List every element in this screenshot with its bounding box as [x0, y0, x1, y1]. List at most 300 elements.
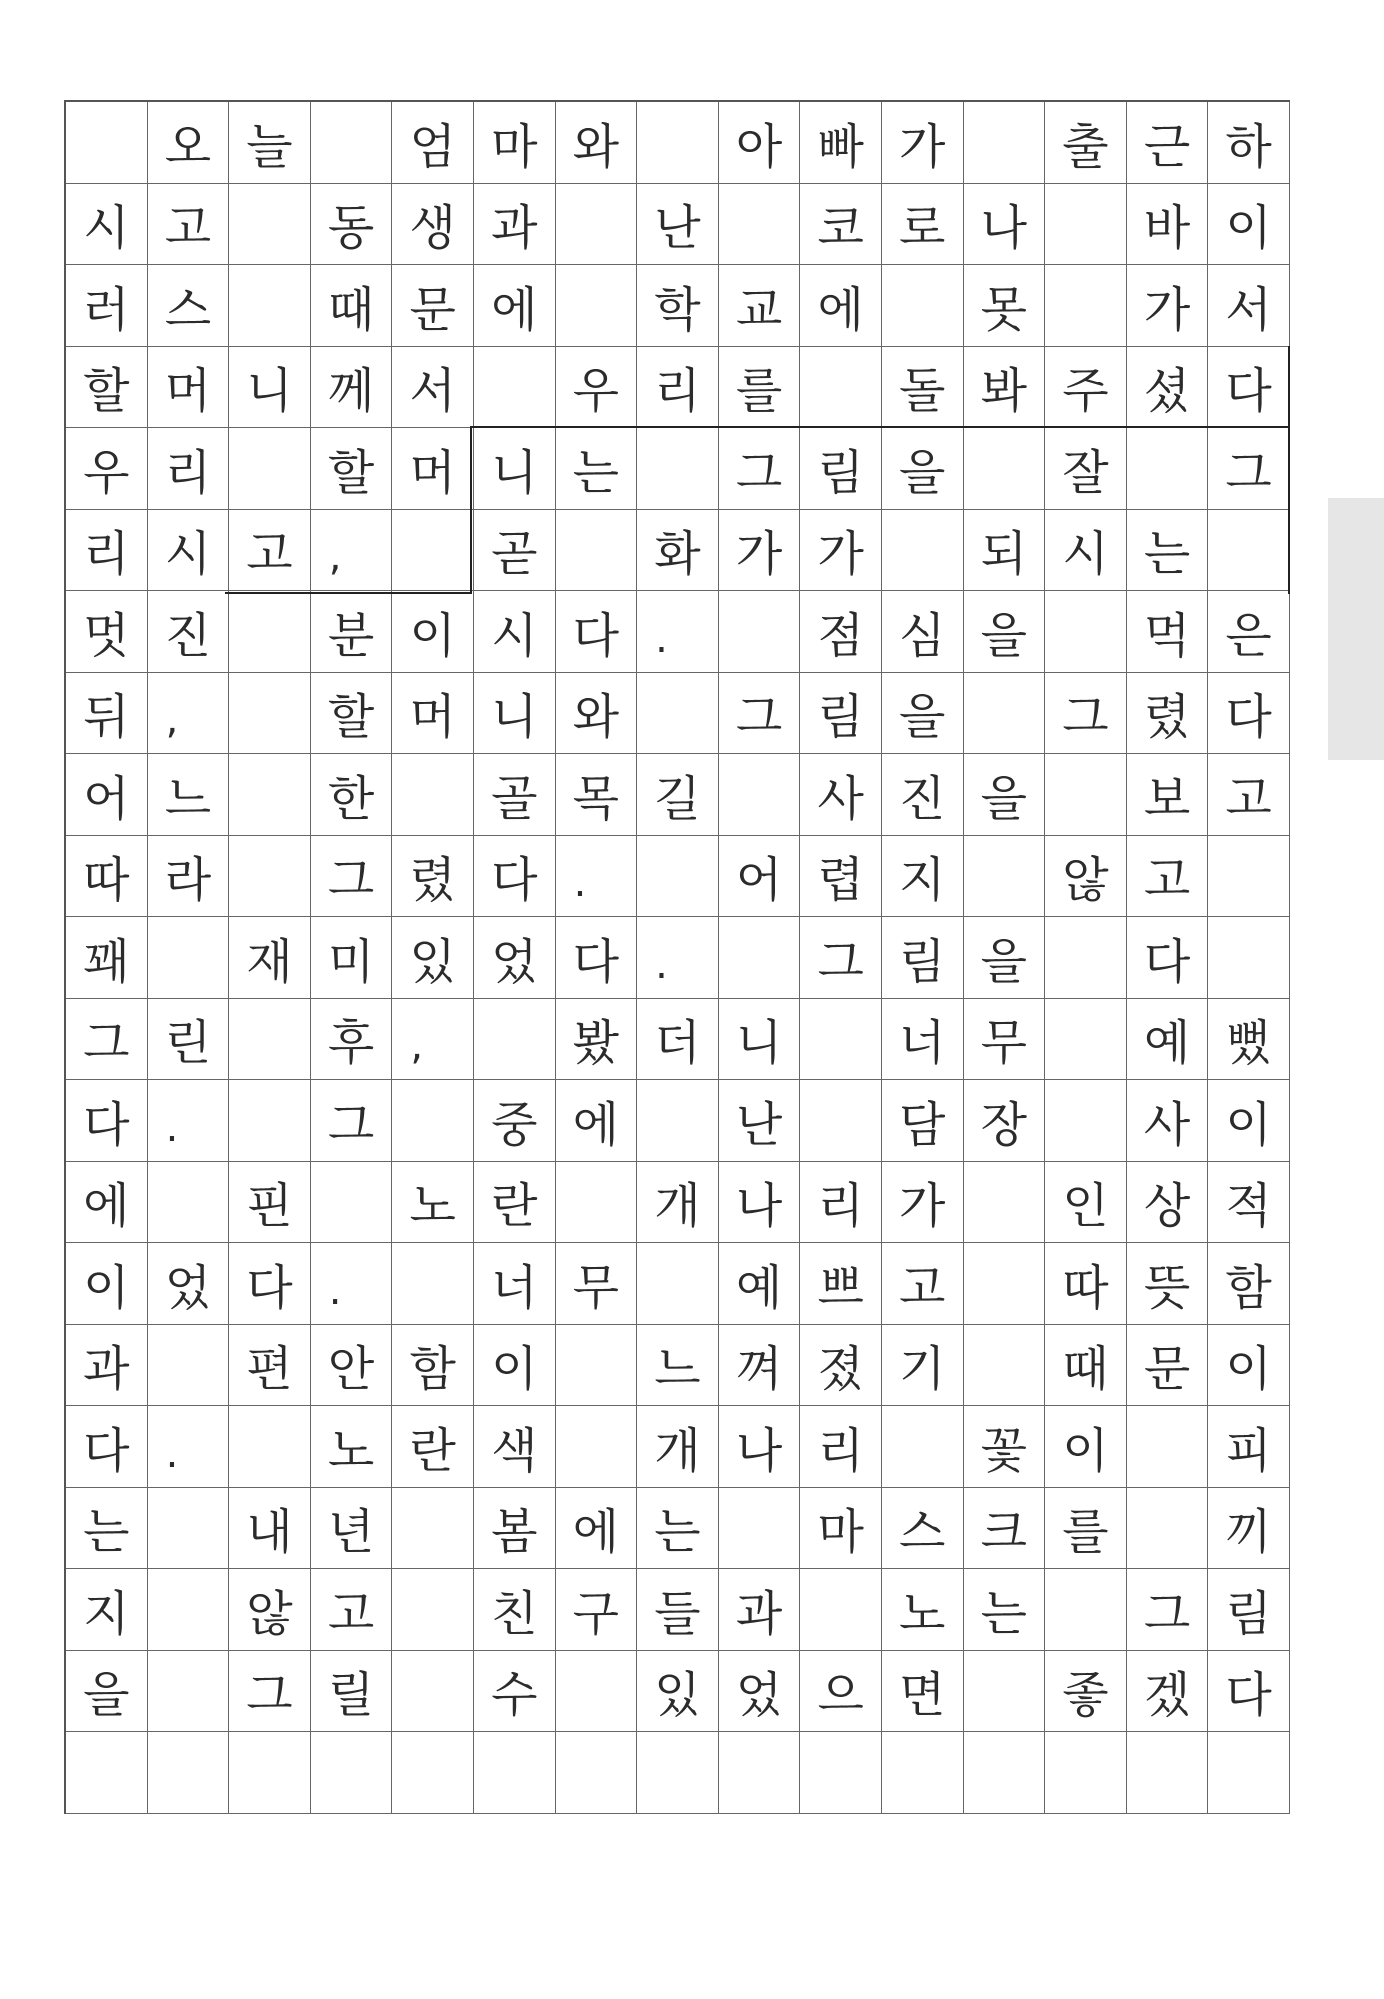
grid-cell: 리	[66, 510, 148, 592]
grid-cell	[474, 347, 556, 429]
grid-cell	[719, 1488, 801, 1570]
frame-line-right	[1288, 346, 1290, 594]
grid-cell	[556, 1162, 638, 1244]
grid-cell: 구	[556, 1569, 638, 1651]
grid-cell: 노	[311, 1406, 393, 1488]
grid-cell: 와	[556, 673, 638, 755]
grid-cell: 껴	[719, 1325, 801, 1407]
grid-cell: 어	[66, 754, 148, 836]
grid-cell: 마	[800, 1488, 882, 1570]
manuscript-grid	[64, 100, 1290, 1814]
grid-cell: 개	[637, 1162, 719, 1244]
grid-cell	[556, 1406, 638, 1488]
grid-cell: 난	[637, 184, 719, 266]
grid-cell: 은	[1208, 591, 1290, 673]
grid-cell: 기	[882, 1325, 964, 1407]
grid-cell	[1127, 428, 1209, 510]
grid-cell: 진	[882, 754, 964, 836]
grid-cell: 다	[1127, 917, 1209, 999]
grid-cell: 돌	[882, 347, 964, 429]
grid-cell: 다	[229, 1243, 311, 1325]
grid-cell	[1045, 1732, 1127, 1814]
grid-cell: 그	[1045, 673, 1127, 755]
grid-cell: 봤	[556, 999, 638, 1081]
grid-cell: ,	[392, 999, 474, 1081]
grid-cell: 지	[66, 1569, 148, 1651]
grid-cell: 들	[637, 1569, 719, 1651]
grid-cell	[800, 1732, 882, 1814]
grid-cell: 를	[719, 347, 801, 429]
grid-cell	[311, 1162, 393, 1244]
grid-cell: 학	[637, 265, 719, 347]
grid-cell: 잘	[1045, 428, 1127, 510]
grid-cell: 시	[148, 510, 230, 592]
grid-cell: 그	[719, 428, 801, 510]
grid-cell	[800, 347, 882, 429]
grid-cell	[1045, 265, 1127, 347]
grid-cell	[556, 510, 638, 592]
grid-cell	[882, 265, 964, 347]
grid-cell: 이	[1208, 1325, 1290, 1407]
grid-cell: 러	[66, 265, 148, 347]
grid-cell: 보	[1127, 754, 1209, 836]
grid-cell: 한	[311, 754, 393, 836]
grid-cell: 서	[1208, 265, 1290, 347]
grid-cell	[637, 1732, 719, 1814]
grid-cell: 때	[1045, 1325, 1127, 1407]
grid-cell: 고	[229, 510, 311, 592]
grid-cell: 림	[800, 428, 882, 510]
grid-cell	[964, 673, 1046, 755]
grid-cell: 할	[311, 428, 393, 510]
grid-cell: 있	[637, 1651, 719, 1733]
grid-cell	[392, 1651, 474, 1733]
grid-cell: 길	[637, 754, 719, 836]
grid-cell	[964, 102, 1046, 184]
grid-cell	[719, 917, 801, 999]
grid-cell	[1208, 917, 1290, 999]
grid-cell: 후	[311, 999, 393, 1081]
grid-cell: 적	[1208, 1162, 1290, 1244]
scan-side-tab	[1328, 498, 1384, 760]
grid-cell	[229, 999, 311, 1081]
grid-cell: 머	[148, 347, 230, 429]
grid-cell: 이	[1045, 1406, 1127, 1488]
grid-cell: 으	[800, 1651, 882, 1733]
grid-cell: 사	[1127, 1080, 1209, 1162]
grid-cell	[392, 510, 474, 592]
grid-cell	[229, 673, 311, 755]
grid-cell	[392, 1732, 474, 1814]
grid-cell: 주	[1045, 347, 1127, 429]
grid-cell: 뒤	[66, 673, 148, 755]
grid-cell: 나	[964, 184, 1046, 266]
grid-cell: 니	[719, 999, 801, 1081]
grid-cell: 나	[719, 1162, 801, 1244]
grid-cell: 림	[1208, 1569, 1290, 1651]
grid-cell: 시	[474, 591, 556, 673]
grid-cell: .	[556, 836, 638, 918]
grid-cell: 편	[229, 1325, 311, 1407]
grid-cell: 림	[800, 673, 882, 755]
grid-cell: 할	[66, 347, 148, 429]
grid-cell: 께	[311, 347, 393, 429]
grid-cell	[311, 102, 393, 184]
grid-cell: 이	[66, 1243, 148, 1325]
grid-cell: 고	[1208, 754, 1290, 836]
grid-cell: 다	[66, 1080, 148, 1162]
grid-cell	[800, 1080, 882, 1162]
grid-cell: 그	[1208, 428, 1290, 510]
grid-cell	[556, 1325, 638, 1407]
grid-cell	[800, 1569, 882, 1651]
grid-cell	[556, 265, 638, 347]
grid-cell: 스	[148, 265, 230, 347]
grid-cell: 지	[882, 836, 964, 918]
grid-cell: 이	[474, 1325, 556, 1407]
grid-cell: 빠	[800, 102, 882, 184]
grid-cell: 시	[1045, 510, 1127, 592]
grid-cell: 라	[148, 836, 230, 918]
grid-cell	[392, 1243, 474, 1325]
grid-cell: 개	[637, 1406, 719, 1488]
grid-cell: 때	[311, 265, 393, 347]
grid-cell	[637, 673, 719, 755]
grid-cell: 바	[1127, 184, 1209, 266]
grid-cell	[964, 836, 1046, 918]
grid-cell: 다	[66, 1406, 148, 1488]
grid-cell	[1045, 917, 1127, 999]
grid-cell: 리	[637, 347, 719, 429]
grid-cell: 로	[882, 184, 964, 266]
grid-cell	[474, 1732, 556, 1814]
grid-cell: 아	[719, 102, 801, 184]
grid-cell: 가	[882, 102, 964, 184]
grid-cell	[229, 1080, 311, 1162]
grid-cell	[1045, 184, 1127, 266]
grid-cell: 쁘	[800, 1243, 882, 1325]
grid-cell: 꽃	[964, 1406, 1046, 1488]
grid-cell	[637, 102, 719, 184]
grid-cell: 는	[637, 1488, 719, 1570]
grid-cell	[964, 1243, 1046, 1325]
grid-cell	[1127, 1488, 1209, 1570]
grid-cell	[311, 1732, 393, 1814]
grid-cell: 니	[229, 347, 311, 429]
grid-cell: 머	[392, 428, 474, 510]
grid-cell: 렸	[392, 836, 474, 918]
grid-cell	[392, 1080, 474, 1162]
grid-cell: 리	[800, 1162, 882, 1244]
grid-cell: 는	[1127, 510, 1209, 592]
grid-cell: 년	[311, 1488, 393, 1570]
grid-cell: 봐	[964, 347, 1046, 429]
grid-cell: 는	[66, 1488, 148, 1570]
grid-cell: 다	[474, 836, 556, 918]
grid-cell: 다	[556, 591, 638, 673]
grid-cell: 진	[148, 591, 230, 673]
grid-cell: 근	[1127, 102, 1209, 184]
grid-cell: 멋	[66, 591, 148, 673]
grid-cell: 이	[1208, 1080, 1290, 1162]
grid-cell: 예	[719, 1243, 801, 1325]
grid-cell: 린	[148, 999, 230, 1081]
grid-cell: 못	[964, 265, 1046, 347]
grid-cell	[148, 1569, 230, 1651]
grid-cell: 을	[882, 673, 964, 755]
grid-cell: 봄	[474, 1488, 556, 1570]
grid-cell: 난	[719, 1080, 801, 1162]
grid-cell: 출	[1045, 102, 1127, 184]
grid-cell: 늘	[229, 102, 311, 184]
grid-cell: 뜻	[1127, 1243, 1209, 1325]
grid-cell	[637, 1080, 719, 1162]
grid-cell: 크	[964, 1488, 1046, 1570]
grid-cell: 오	[148, 102, 230, 184]
grid-cell: 꽤	[66, 917, 148, 999]
grid-cell	[1045, 1080, 1127, 1162]
grid-cell	[148, 1732, 230, 1814]
grid-cell: 우	[556, 347, 638, 429]
grid-cell: 분	[311, 591, 393, 673]
grid-cell: 과	[474, 184, 556, 266]
grid-cell: 뻤	[1208, 999, 1290, 1081]
grid-cell	[229, 184, 311, 266]
grid-cell: 문	[1127, 1325, 1209, 1407]
grid-cell: 졌	[800, 1325, 882, 1407]
grid-cell	[1208, 836, 1290, 918]
grid-cell: 가	[719, 510, 801, 592]
grid-cell: 면	[882, 1651, 964, 1733]
grid-cell: 겠	[1127, 1651, 1209, 1733]
grid-cell: 는	[964, 1569, 1046, 1651]
grid-cell	[882, 510, 964, 592]
grid-cell: 스	[882, 1488, 964, 1570]
grid-cell: 을	[882, 428, 964, 510]
grid-cell: 가	[800, 510, 882, 592]
grid-cell: 상	[1127, 1162, 1209, 1244]
grid-cell: 어	[719, 836, 801, 918]
grid-cell: 이	[1208, 184, 1290, 266]
grid-cell: 었	[474, 917, 556, 999]
grid-cell: 와	[556, 102, 638, 184]
grid-cell: 었	[719, 1651, 801, 1733]
grid-cell: 재	[229, 917, 311, 999]
grid-cell: 할	[311, 673, 393, 755]
grid-cell	[229, 591, 311, 673]
grid-cell: 에	[474, 265, 556, 347]
grid-cell	[1045, 1569, 1127, 1651]
grid-cell: 끼	[1208, 1488, 1290, 1570]
grid-cell: 을	[964, 591, 1046, 673]
grid-cell: 다	[556, 917, 638, 999]
grid-cell	[392, 1488, 474, 1570]
grid-cell: 함	[1208, 1243, 1290, 1325]
grid-cell: 을	[66, 1651, 148, 1733]
grid-cell: 고	[882, 1243, 964, 1325]
grid-cell: ,	[311, 510, 393, 592]
grid-cell: 마	[474, 102, 556, 184]
grid-cell: 에	[556, 1080, 638, 1162]
grid-cell	[474, 999, 556, 1081]
grid-cell: 더	[637, 999, 719, 1081]
grid-cell: 그	[800, 917, 882, 999]
grid-cell	[637, 836, 719, 918]
grid-cell	[148, 1162, 230, 1244]
grid-cell	[882, 1406, 964, 1488]
grid-cell: 시	[66, 184, 148, 266]
grid-cell	[964, 1162, 1046, 1244]
grid-cell	[392, 1569, 474, 1651]
grid-cell: 니	[474, 673, 556, 755]
grid-cell: 수	[474, 1651, 556, 1733]
grid-cell	[1127, 1406, 1209, 1488]
grid-cell	[229, 1406, 311, 1488]
grid-cell: 리	[148, 428, 230, 510]
grid-cell: 사	[800, 754, 882, 836]
grid-cell	[719, 1732, 801, 1814]
grid-cell	[637, 428, 719, 510]
grid-cell: 친	[474, 1569, 556, 1651]
grid-cell: 교	[719, 265, 801, 347]
grid-cell	[1208, 1732, 1290, 1814]
grid-cell	[556, 1651, 638, 1733]
grid-cell: 따	[1045, 1243, 1127, 1325]
grid-cell: 니	[474, 428, 556, 510]
grid-cell	[66, 102, 148, 184]
grid-cell: 란	[474, 1162, 556, 1244]
grid-cell: 안	[311, 1325, 393, 1407]
grid-cell	[229, 265, 311, 347]
grid-cell: 과	[719, 1569, 801, 1651]
grid-cell: 그	[1127, 1569, 1209, 1651]
grid-cell: 색	[474, 1406, 556, 1488]
grid-cell: 미	[311, 917, 393, 999]
grid-cell: 있	[392, 917, 474, 999]
grid-cell: 그	[311, 1080, 393, 1162]
grid-cell: 않	[229, 1569, 311, 1651]
grid-cell: .	[311, 1243, 393, 1325]
grid-cell: 느	[148, 754, 230, 836]
grid-cell	[66, 1732, 148, 1814]
grid-cell: 그	[311, 836, 393, 918]
grid-cell: 이	[392, 591, 474, 673]
grid-cell	[964, 1732, 1046, 1814]
grid-cell	[148, 1325, 230, 1407]
grid-cell: 동	[311, 184, 393, 266]
grid-cell: 핀	[229, 1162, 311, 1244]
grid-cell: 가	[1127, 265, 1209, 347]
grid-cell: 노	[882, 1569, 964, 1651]
grid-cell: 을	[964, 917, 1046, 999]
grid-cell: 노	[392, 1162, 474, 1244]
grid-cell: .	[637, 917, 719, 999]
frame-line-mid	[225, 592, 470, 594]
grid-cell: 담	[882, 1080, 964, 1162]
grid-cell: 를	[1045, 1488, 1127, 1570]
grid-cell: 피	[1208, 1406, 1290, 1488]
grid-cell	[556, 1732, 638, 1814]
grid-cell: 다	[1208, 673, 1290, 755]
grid-cell: 먹	[1127, 591, 1209, 673]
grid-cell: 그	[719, 673, 801, 755]
grid-cell: 내	[229, 1488, 311, 1570]
grid-cell: 서	[392, 347, 474, 429]
grid-cell	[229, 428, 311, 510]
grid-cell: 되	[964, 510, 1046, 592]
grid-cell: 생	[392, 184, 474, 266]
grid-cell	[1045, 754, 1127, 836]
grid-cell: 란	[392, 1406, 474, 1488]
grid-cell	[556, 184, 638, 266]
grid-cell: 너	[474, 1243, 556, 1325]
grid-cell	[1127, 1732, 1209, 1814]
grid-cell	[719, 754, 801, 836]
grid-cell: .	[148, 1080, 230, 1162]
grid-cell: 무	[964, 999, 1046, 1081]
grid-cell: 목	[556, 754, 638, 836]
frame-line-top	[470, 426, 1290, 428]
grid-cell	[719, 591, 801, 673]
grid-cell: 과	[66, 1325, 148, 1407]
grid-cell: 릴	[311, 1651, 393, 1733]
grid-cell: 따	[66, 836, 148, 918]
grid-cell: 렸	[1127, 673, 1209, 755]
grid-cell: 을	[964, 754, 1046, 836]
grid-cell: 림	[882, 917, 964, 999]
grid-cell: 심	[882, 591, 964, 673]
grid-cell: 다	[1208, 347, 1290, 429]
grid-cell	[229, 754, 311, 836]
grid-cell	[719, 184, 801, 266]
grid-cell: 점	[800, 591, 882, 673]
grid-cell: 중	[474, 1080, 556, 1162]
grid-cell	[148, 1651, 230, 1733]
grid-cell: 렵	[800, 836, 882, 918]
grid-cell: 너	[882, 999, 964, 1081]
grid-cell: 화	[637, 510, 719, 592]
grid-cell: 골	[474, 754, 556, 836]
grid-cell: 인	[1045, 1162, 1127, 1244]
grid-cell: 가	[882, 1162, 964, 1244]
grid-cell	[800, 999, 882, 1081]
grid-cell: 머	[392, 673, 474, 755]
grid-cell: .	[148, 1406, 230, 1488]
grid-cell: 우	[66, 428, 148, 510]
grid-cell: 다	[1208, 1651, 1290, 1733]
grid-cell	[229, 1732, 311, 1814]
grid-cell: 리	[800, 1406, 882, 1488]
frame-line-left	[470, 426, 472, 594]
grid-cell: 그	[229, 1651, 311, 1733]
grid-cell: 그	[66, 999, 148, 1081]
grid-cell: 에	[66, 1162, 148, 1244]
grid-cell: 예	[1127, 999, 1209, 1081]
grid-cell: 엄	[392, 102, 474, 184]
grid-cell	[1045, 999, 1127, 1081]
grid-cell	[392, 754, 474, 836]
grid-cell	[229, 836, 311, 918]
grid-cell	[964, 1325, 1046, 1407]
grid-cell: 문	[392, 265, 474, 347]
grid-cell: 에	[800, 265, 882, 347]
grid-cell	[964, 1651, 1046, 1733]
grid-cell	[1208, 510, 1290, 592]
grid-cell	[148, 917, 230, 999]
grid-cell: 느	[637, 1325, 719, 1407]
grid-cell: 고	[311, 1569, 393, 1651]
grid-cell: 고	[148, 184, 230, 266]
